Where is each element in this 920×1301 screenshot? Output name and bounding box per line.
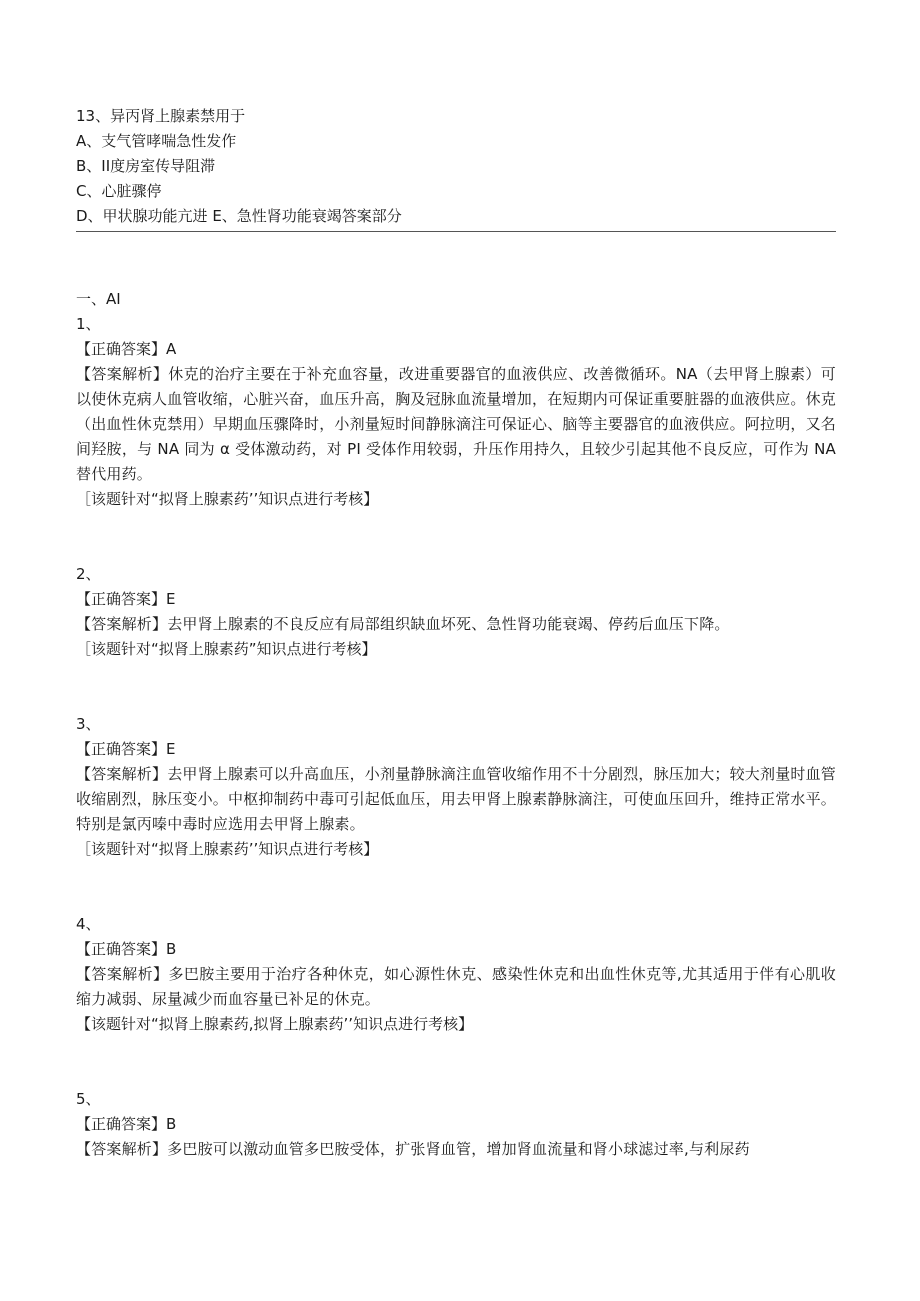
document-page (76, 104, 836, 1162)
option-b: B、II度房室传导阻滞 (76, 157, 216, 175)
answer-analysis: 【答案解析】多巴胺可以激动血管多巴胺受体，扩张肾血管，增加肾血流量和肾小球滤过率,与利尿药 (76, 1140, 750, 1158)
answer-number: 1、 (76, 315, 101, 333)
answer-block-5 (76, 1087, 836, 1162)
answer-block-4 (76, 912, 836, 1037)
option-a: A、支气管哮喘急性发作 (76, 132, 237, 150)
option-c: C、心脏骤停 (76, 182, 162, 200)
correct-answer: 【正确答案】A (76, 340, 177, 358)
correct-answer: 【正确答案】B (76, 1115, 177, 1133)
answer-analysis: 【答案解析】去甲肾上腺素可以升高血压，小剂量静脉滴注血管收缩作用不十分剧烈，脉压加大；较大剂量时血管收缩剧烈，脉压变小。中枢抑制药中毒可引起低血压，用去甲肾上腺素静脉滴注，可使血压回升，维持正常水平。特别是氯丙嗪中毒时应选用去甲肾上腺素。 (76, 765, 837, 833)
answer-number: 3、 (76, 715, 101, 733)
answer-block-2 (76, 562, 836, 662)
answer-analysis: 【答案解析】去甲肾上腺素的不良反应有局部组织缺血坏死、急性肾功能衰竭、停药后血压下降。 (76, 615, 730, 633)
knowledge-note: 【该题针对“拟肾上腺素药,拟肾上腺素药’’知识点进行考核】 (76, 1015, 474, 1033)
knowledge-note: ［该题针对“拟肾上腺素药’’知识点进行考核】 (76, 490, 379, 508)
answer-number: 5、 (76, 1090, 101, 1108)
option-d-e: D、甲状腺功能亢进 E、急性肾功能衰竭答案部分 (76, 207, 402, 225)
question-stem: 13、异丙肾上腺素禁用于 (76, 107, 246, 125)
correct-answer: 【正确答案】E (76, 740, 176, 758)
answer-number: 4、 (76, 915, 101, 933)
knowledge-note: ［该题针对“拟肾上腺素药’’知识点进行考核】 (76, 840, 379, 858)
correct-answer: 【正确答案】E (76, 590, 176, 608)
correct-answer: 【正确答案】B (76, 940, 177, 958)
answer-analysis: 【答案解析】休克的治疗主要在于补充血容量，改进重要器官的血液供应、改善微循环。NA（去甲肾上腺素）可以使休克病人血管收缩，心脏兴奋，血压升高，胸及冠脉血流量增加，在短期内可保证重要脏器的血液供应。休克（出血性休克禁用）早期血压骤降时，小剂量短时间静脉滴注可保证心、脑等主要器官的血液供应。阿拉明，又名间羟胺，与 NA 同为 α 受体激动药，对 PI 受体作用较弱，升压作用持久，且较少引起其他不良反应，可作为 NA 替代用药。 (76, 365, 837, 483)
section-title: 一、AI (76, 290, 121, 308)
answer-analysis: 【答案解析】多巴胺主要用于治疗各种休克，如心源性休克、感染性休克和出血性休克等,尤其适用于伴有心肌收缩力减弱、尿量减少而血容量已补足的休克。 (76, 965, 836, 1008)
answer-block-3 (76, 712, 836, 862)
knowledge-note: ［该题针对“拟肾上腺素药”知识点进行考核】 (76, 640, 377, 658)
answer-block-1 (76, 312, 836, 512)
divider-rule (76, 231, 836, 232)
answer-number: 2、 (76, 565, 101, 583)
